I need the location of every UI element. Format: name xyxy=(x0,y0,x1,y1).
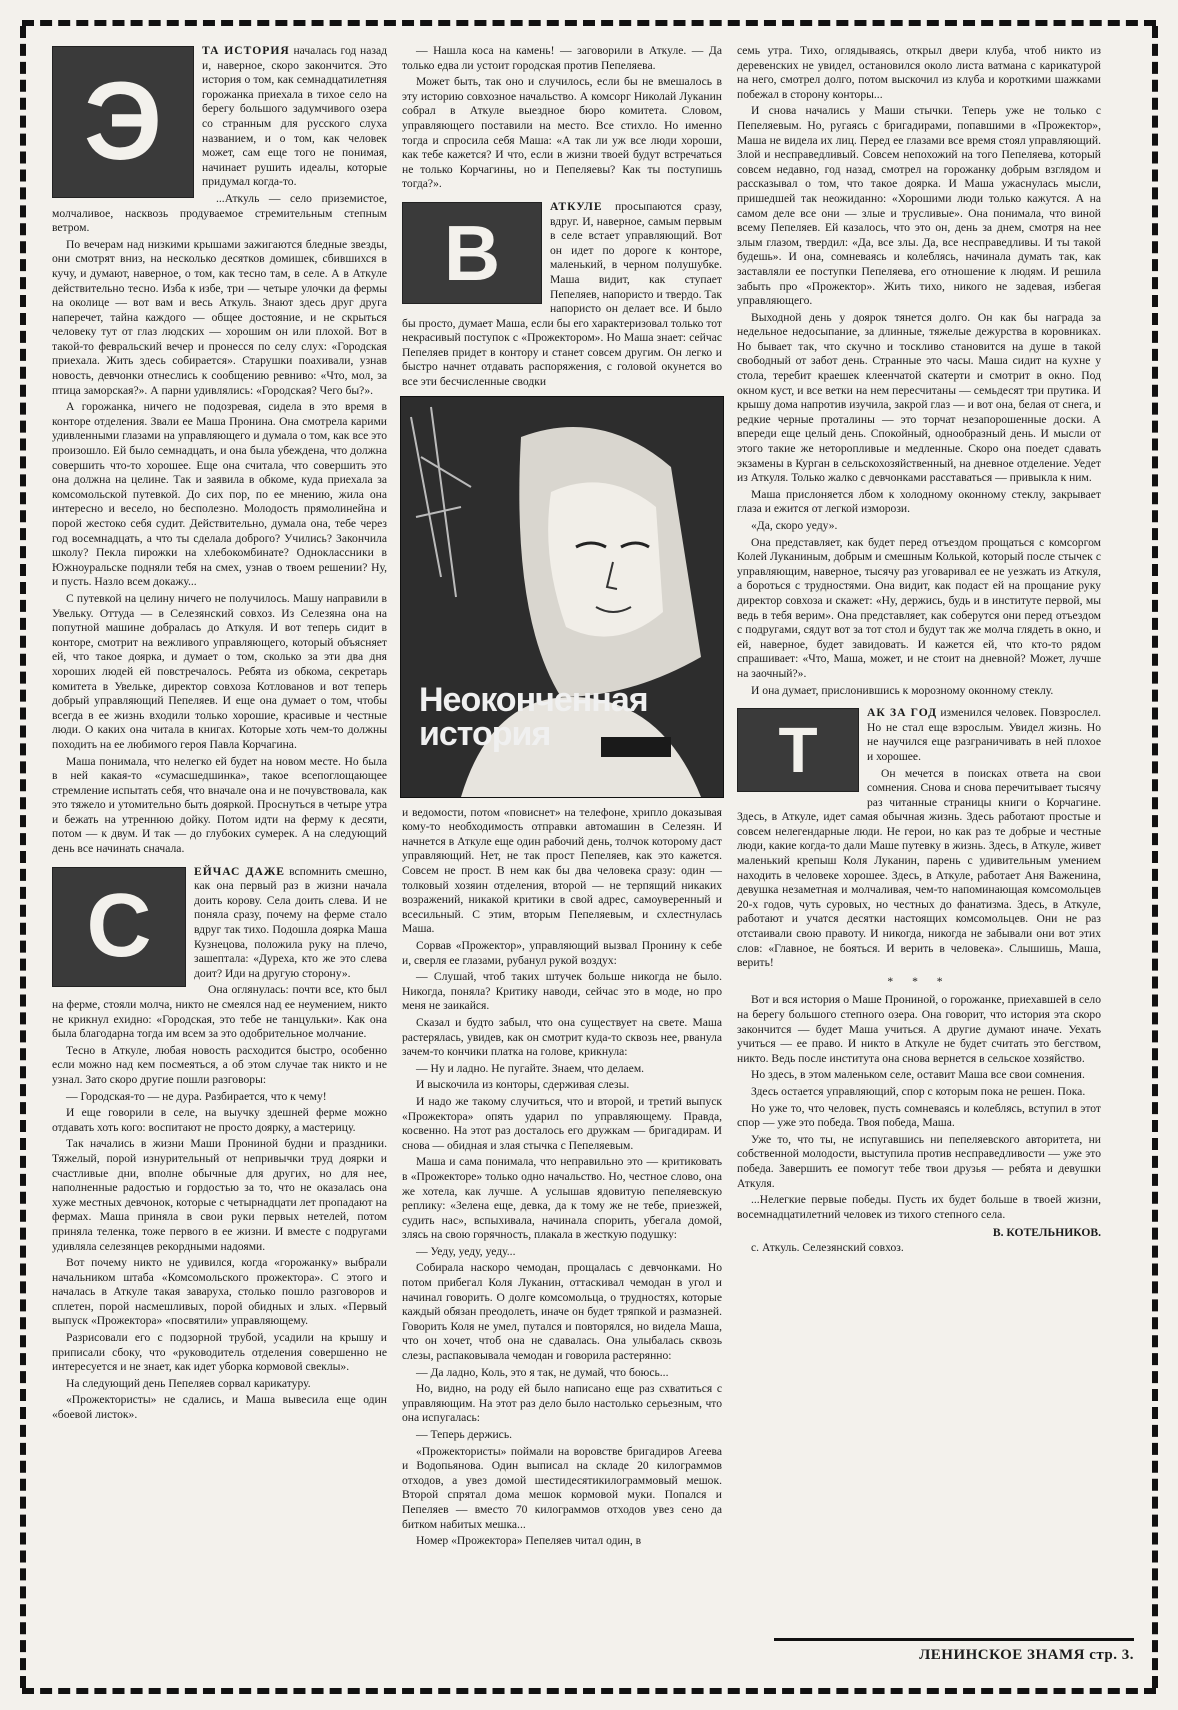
paragraph xyxy=(52,865,387,982)
paragraph: А горожанка, ничего не подозревая, сидела в это время в конторе отделения. Звали ее Маша Пронина. Она смотрела карими удивленными глазами на управляющего и думала о том, как все это произошло. Ей было семнадцать, и она была убеждена, что должна совершить что-то хорошее. Еще она считала, что совершить это она должна на целине. Так и заявила в обкоме, куда приехала за комсомольской путевкой. До сих пор, по ее мнению, жила она интересно и весело, но бесполезно. Молодость прямолинейна и порой жестоко себя судит. Действительно, думала она, тебе через год восемнадцать, а что ты сделала доброго? Учились? Закончила школу? Пекла пирожки на хлебокомбинате? Одноклассники в Южноуральске подняли тебя на смех, узнав о твоем решении? Ну, и пусть. Назло всем докажу... xyxy=(52,400,387,589)
paragraph: Собирала наскоро чемодан, прощалась с девчонками. Но потом прибегал Коля Луканин, оттаскивал чемодан в угол и начинал говорить. О долге комсомольца, о трудностях, которые каждый обязан преодолеть, иначе он будет тряпкой и размазней. Говорить Коля не умел, путался и повторялся, но видела Маша, что он хочет, чтоб она не сдавалась. Она улыбалась сквозь слезы, распаковывала чемодан и говорила растерянно: xyxy=(402,1261,722,1363)
paragraph: И надо же такому случиться, что и второй, и третий выпуск «Прожектора» опять ударил по управляющему. Правда, косвенно. На этот раз досталось его дружкам — бригадирам. И снова — обидная и злая стычка с Пепеляевым. xyxy=(402,1094,722,1152)
paragraph: И она думает, прислонившись к морозному оконному стеклу. xyxy=(751,683,1054,697)
dashed-border-top xyxy=(22,20,1156,26)
paragraph: Она представляет, как будет перед отъездом прощаться с комсоргом Колей Луканиным, добрым и смешным Колькой, который после стычек с управляющим, наверное, тысячу раз уговаривал ее не уезжать из Аткуля, а бороться с трудностями. Она видит, как подаст ей на прощание руку директор совхоза и скажет: «Ну, держись, будь и в институте первой, мы ведь в тебя верим». Она представляет, как соберутся они перед отъездом с подругами, сядут вот за тот стол и будут так же молча глядеть в окно, и ей, наверное, будет завидовать. И кажется ей, что кто-то рядом спрашивает: «Что, Маша, может, и не стоит на дневной? Может, лучше на заочный?». xyxy=(737,535,1101,680)
paragraph: Уже то, что ты, не испугавшись ни пепеляевского авторитета, ни собственной молодости, выступила против несправедливости — уже это победа. Завершить ее помогут тебе твои друзья — ребята и девушки Аткуля. xyxy=(737,1132,1101,1190)
paragraph: Разрисовали его с подзорной трубой, усадили на крышу и приписали сбоку, что «руководитель отделения совершенно не интересуется и не знает, как идет уборка кормовой свеклы». xyxy=(52,1331,387,1374)
dropcap-s-illustration: С xyxy=(52,867,186,987)
lead-words: ТА ИСТОРИЯ xyxy=(202,44,290,57)
paragraph: Маша и сама понимала, что неправильно это — критиковать в «Прожекторе» только одно начальство. Но, честное слово, она же хотела, как лучше. А услышав ядовитую пепеляевскую реплику: «Зелена еще, девка, да к тому же не тебе, приезжей, судить нас», вспыхивала, начинала спорить, убегала домой, злясь на свою горячность, плакала в жесткую подушку: xyxy=(402,1155,722,1242)
paragraph: Он мечется в поисках ответа на свои сомнения. Снова и снова перечитывает тысячу раз читанные страницы книги о Корчагине. Здесь, в Аткуле, идет самая обычная жизнь. Здесь работают простые и совсем нелегендарные люди. Не герои, но как раз те добрые и честные люди, какие когда-то дали Маше путевку в жизнь. Здесь, в Аткуле, живет маленький крепыш Коля Луканин, парень с удивительным умением находить в человеке хорошее. Здесь, в Аткуле, работает Аня Важенина, девушка незаметная и молчаливая, чем-то напоминающая комсомольцев 20-х годов, чуть суровых, но честных до фанатизма. Здесь, в Аткуле, работают и учатся десятки настоящих комсомольцев. Они не раз отстаивали свою правоту. И никогда, никогда не забывали они вот этих слов: «Главное, не бояться. И верить в человека». Слышишь, Маша, верить! xyxy=(737,766,1101,970)
paragraph: — Слушай, чтоб таких штучек больше никогда не было. Никогда, поняла? Критику наводи, сейчас это в моде, но про меня не заикайся. xyxy=(402,970,722,1013)
paragraph-text: началась год назад и, наверное, скоро закончится. Это история о том, как семнадцатилетняя горожанка приехала в тихое село на берегу большого задумчивого озера со странным для русского слуха названием, и о том, как человек может, сам еще того не понимая, начинает рушить идеалы, которые придумал когда-то. xyxy=(202,44,388,189)
paragraph: Но здесь, в этом маленьком селе, оставит Маша все свои сомнения. xyxy=(751,1068,1085,1082)
paragraph xyxy=(402,200,722,390)
paragraph: Выходной день у доярок тянется долго. Он как бы награда за недельное недосыпание, за длинные, тяжелые дежурства в коровниках. Но бывает так, что скучно и тоскливо становится на душе в такой свободный от забот день. Странные это часы. Маша сидит на кухне у стола, теребит краешек клеенчатой скатерти и смотрит в окно. Под окном куст, и все ветки на нем пересчитаны — семьдесят три прутика. И крышу дома напротив изучила, закрой глаз — и вот она, белая от снега, и редкие черные проталины — это торчат незапорошенные доски. А впереди еще целый день. Спокойный, однообразный день. И мысли от этого такие же неторопливые и медленные. Скоро она поедет сдавать экзамены в Курган в сельскохозяйственный, на дневное отделение. Уедет из Аткуля. Только жалко с девчонками расставаться — привыкла к ним. xyxy=(737,310,1101,485)
paragraph-text: вспомнить смешно, как она первый раз в жизни начала доить корову. Села доить слева. И не поняла сразу, почему на ферме стало вдруг так тихо. Подошла доярка Маша Кузнецова, положила руку на плечо, зашептала: «Дуреха, кто же это слева доит? Иди на другую сторону». xyxy=(194,864,388,980)
paragraph: Здесь остается управляющий, спор с которым пока не решен. Пока. xyxy=(751,1084,1086,1098)
paragraph xyxy=(737,706,1101,786)
dropcap-e-illustration: Э xyxy=(52,46,194,198)
column-1 xyxy=(52,44,387,1425)
lead-words: ЕЙЧАС ДАЖЕ xyxy=(194,864,286,878)
paragraph: Так начались в жизни Маши Прониной будни и праздники. Тяжелый, порой изнурительный от непривычки труд доярки и счастливые дни, вполне обычные для других, но для нее, наполненные радостью и гордостью за то, что не оказалась она хуже местных девчонок, которые с четырнадцати лет пропадают на фермах. Маша приняла в свои руки первых нетелей, потом приняла теленка, тоже первого в ее жизни. И вместе с подругами удивляла селезянцев рекордными надоями. xyxy=(52,1137,387,1253)
paragraph: «Прожектористы» не сдались, и Маша вывесила еще один «боевой листок». xyxy=(52,1393,387,1422)
paragraph: Сказал и будто забыл, что она существует на свете. Маша растерялась, увидев, как он смотрит куда-то сквозь нее, рванула зачем-то кончики платка на голове, крикнула: xyxy=(402,1015,722,1059)
paragraph: Может быть, так оно и случилось, если бы не вмешалось в эту историю совхозное начальство. А комсорг Николай Луканин собрал в Аткуле выездное бюро комитета. Словом, управляющего поставили на место. Все стихло. Но именно тогда и спросила себя Маша: «А так ли уж все люди хороши, как тебе кажется? И что, если в жизни твоей будут встречаться не только Корчагины, но и Пепеляевы? Как ты поступишь тогда?». xyxy=(402,75,722,191)
paragraph: Номер «Прожектора» Пепеляев читал один, в xyxy=(416,1534,642,1548)
lead-words: АК ЗА ГОД xyxy=(867,706,938,720)
dropcap-v-illustration: В xyxy=(402,202,542,304)
paragraph: Но уже то, что человек, пусть сомневаясь и колеблясь, вступил в этот спор — уже это победа. Твоя победа, Маша. xyxy=(737,1101,1101,1130)
paragraph: Она оглянулась: почти все, кто был на ферме, стояли молча, никто не смеялся над ее неумением, никто не крикнул ехидно: «Городская, это тебе не танцульки». Как она была благодарна тогда им всем за это одобрительное молчание. xyxy=(52,983,387,1041)
paragraph: — Нашла коса на камень! — заговорили в Аткуле. — Да только едва ли устоит городская против Пепеляева. xyxy=(402,44,722,72)
paragraph: и ведомости, потом «повиснет» на телефоне, хрипло доказывая кому-то необходимость отправки автомашин в Селезян. И начнется в Аткуле еще один рабочий день, толчок которому даст управляющий. Нет, не так прост Пепеляев, как это кажется. Совсем не прост. В нем как бы два человека сразу: один — толковый хозяин отделения, второй — не терпящий никаких возражений, никакой критики в свой адрес, самоуверенный и всесильный. С этим, вторым Пепеляевым, и схлестнулась Маша. xyxy=(402,805,722,936)
newspaper-page-footer: ЛЕНИНСКОЕ ЗНАМЯ стр. 3. xyxy=(774,1638,1134,1664)
author-signature: В. КОТЕЛЬНИКОВ. xyxy=(992,1226,1101,1240)
paragraph: ...Нелегкие первые победы. Пусть их будет больше в твоей жизни, восемнадцатилетний человек из тихого степного села. xyxy=(737,1193,1101,1221)
paragraph: Маша прислоняется лбом к холодному оконному стеклу, закрывает глаза и ежится от легкой изморози. xyxy=(737,487,1101,516)
paragraph: Маша понимала, что нелегко ей будет на новом месте. Но была в ней какая-то «сумасшедшинка», такое всепоглощающее стремление испытать себя, что вначале она и не почувствовала, как это тяжело и утомительно быть дояркой. Проснуться в четыре утра и бежать на утреннюю дойку. Потом идти на ферму к десяти, потом — к двум. И так — до глубоких сумерек. А на следующий день все начинать сначала. xyxy=(52,754,387,856)
illustration-title: Неоконченная история xyxy=(419,680,648,753)
paragraph: семь утра. Тихо, оглядываясь, открыл двери клуба, чтоб никто из деревенских не увидел, остановился около листа ватмана с карикатурой на него, смотрел долго, потом выскочил из клуба и короткими шажками побежал в сторону конторы... xyxy=(737,44,1101,101)
paragraph: Вот и вся история о Маше Прониной, о горожанке, приехавшей в село на берегу большого степного озера. Она говорит, что история эта скоро закончится — будет Маша учиться. А другие думают иначе. Уехать учиться — ее право. И никто в Аткуле не будет считать это бегством, никто. Ведь после института она снова вернется в сельское хозяйство. xyxy=(737,993,1101,1065)
section-separator: * * * xyxy=(887,974,951,988)
paragraph: «Да, скоро уеду». xyxy=(751,519,838,532)
dashed-border-right xyxy=(1152,26,1158,1688)
paragraph: По вечерам над низкими крышами зажигаются бледные звезды, они смотрят вниз, на несколько десятков домишек, сбившихся в кучу, и думают, наверное, о том, как тесно там, в селе. А в Аткуле действительно тесно. Изба к избе, три — четыре улочки да фермы на околице — вот вам и весь Аткуль. Знают здесь друг друга наперечет, тайна каждого — общее достояние, и не скрыться человеку тут от глаз людских — хорошим он или плохой. Вот в такой-то февральский вечер и пронесся по селу слух: «Городская приехала. Жить здесь собирается». Старушки поахивали, узнав новость, девчонки отнеслись к сообщению ревниво: «Что, мол, за птица заморская?». А парни удивлялись: «Городская? Чего бы?». xyxy=(52,237,387,397)
column-2 xyxy=(402,44,722,1551)
paragraph: — Уеду, уеду, уеду... xyxy=(416,1244,516,1258)
paragraph: И снова начались у Маши стычки. Теперь уже не только с Пепеляевым. Но, ругаясь с бригадирами, попавшими в «Прожектор», Маша не видела их лиц. Перед ее глазами все время стоял управляющий. Злой и несправедливый. Совсем непохожий на того Пепеляева, который совсем недавно, год назад, смотрел на горожанку добрым взглядом и рассказывал о том, что такое доярка. И Маша ужаснулась мысли, пришедшей так неожиданно: «Хорошими люди только кажутся. А на самом деле все они — злые и трусливые». Она понимала, что виной всему Пепеляев. Ей казалось, что это он, день за днем, смотря на нее злым глазом, твердил: «Да, все злы. Да, все несправедливы. И ты такой будешь». И она, сомневаясь и колеблясь, начинала думать так, как заставляли ее поступки Пепеляева, его отношение к людям. И решила забыть про «Прожектор». Жить тихо, никого не задевая, избегая управляющего. xyxy=(737,104,1101,308)
paragraph xyxy=(52,44,387,190)
paragraph: Сорвав «Прожектор», управляющий вызвал Пронину к себе и, сверля ее глазами, рубанул рукой воздух: xyxy=(402,939,722,967)
paragraph: — Теперь держись. xyxy=(416,1428,512,1441)
column-3 xyxy=(737,44,1101,1258)
paragraph: С путевкой на целину ничего не получилось. Машу направили в Увельку. Оттуда — в Селезянский совхоз. Из Селезяна она на попутной машине добралась до Аткуля. И вот теперь сидит в конторе, смотрит на вежливого управляющего, который объясняет ей, что такое доярка, и думает о том, сколько за эти два дня хороших людей ей повстречалось. Ребята из обкома, секретарь комитета в Увельке, директор совхоза Котлованов и вот теперь добрый управляющий Пепеляев. И еще она думает о том, чтобы всегда в ее жизнь входили только хорошие, красивые и честные люди. О каких она читала в книгах. Которые хоть чем-то должны походить на ее любимого героя Павла Корчагина. xyxy=(52,591,387,751)
paragraph: Тесно в Аткуле, любая новость расходится быстро, особенно если можно над кем посмеяться, а об этом случае так никто и не узнал. Зато скоро другие пошли разговоры: xyxy=(52,1043,387,1086)
dashed-border-bottom xyxy=(22,1688,1156,1694)
paragraph: — Городская-то — не дура. Разбирается, что к чему! xyxy=(66,1089,327,1103)
paragraph: И еще говорили в селе, на выучку здешней ферме можно отдавать хоть кого: воспитают не просто доярку, а мастерицу. xyxy=(52,1106,387,1134)
paragraph: — Ну и ладно. Не пугайте. Знаем, что делаем. xyxy=(416,1061,645,1075)
paragraph: ...Аткуль — село приземистое, молчаливое, насквозь продуваемое стремительным степным ветром. xyxy=(52,191,387,235)
dashed-border-left xyxy=(20,26,26,1688)
paragraph: И выскочила из конторы, сдерживая слезы. xyxy=(416,1078,630,1092)
paragraph: Вот почему никто не удивился, когда «горожанку» выбрали начальником штаба «Комсомольского прожектора». С этого и началась в Аткуле такая заваруха, столько пошло разговоров и сплетен, порой насмешливых, порой обидных и злых. «Первый выпуск «Прожектора» «посвятили» управляющему. xyxy=(52,1256,387,1328)
dateline: с. Аткуль. Селезянский совхоз. xyxy=(751,1240,904,1254)
lead-words: АТКУЛЕ xyxy=(550,199,603,213)
paragraph-text: изменился человек. Повзрослел. Но не стал еще взрослым. Увидел жизнь. Но не научился еще разграничивать в ней плохое и хорошее. xyxy=(867,706,1101,763)
paragraph: — Да ладно, Коль, это я так, не думай, что боюсь... xyxy=(416,1365,669,1379)
paragraph-text: просыпаются сразу, вдруг. И, наверное, самым первым в селе встает управляющий. Вот он идет по дороге к конторе, маленький, в черном полушубке. Маша видит, как ступает Пепеляев, напористо и твердо. Так напористо он делает все. И было бы просто, думает Маша, если бы его характеризовал только тот некрасивый поступок с «Прожектором». Но Маша знает: сейчас Пепеляев придет в контору и станет совсем другим. Он легко и быстро начнет отдавать распоряжения, с головой окунется во все эти бесчисленные сводки xyxy=(402,199,722,389)
paragraph: Но, видно, на роду ей было написано еще раз схватиться с управляющим. На этот раз дело было настолько серьезным, что она испугалась: xyxy=(402,1382,722,1425)
paragraph: «Прожектористы» поймали на воровстве бригадиров Агеева и Водопьянова. Один выписал на складе 20 килограммов отходов, а увез домой шестидесятикилограммовый мешок. Второй спрятал дома мешок кормовой муки. Попался и Пепеляев — вместо 70 килограммов отходов увез сено да битком набитых мешка... xyxy=(402,1444,722,1531)
title-illustration xyxy=(400,396,724,798)
paragraph: На следующий день Пепеляев сорвал карикатуру. xyxy=(66,1376,311,1390)
dropcap-t-illustration: Т xyxy=(737,708,859,792)
